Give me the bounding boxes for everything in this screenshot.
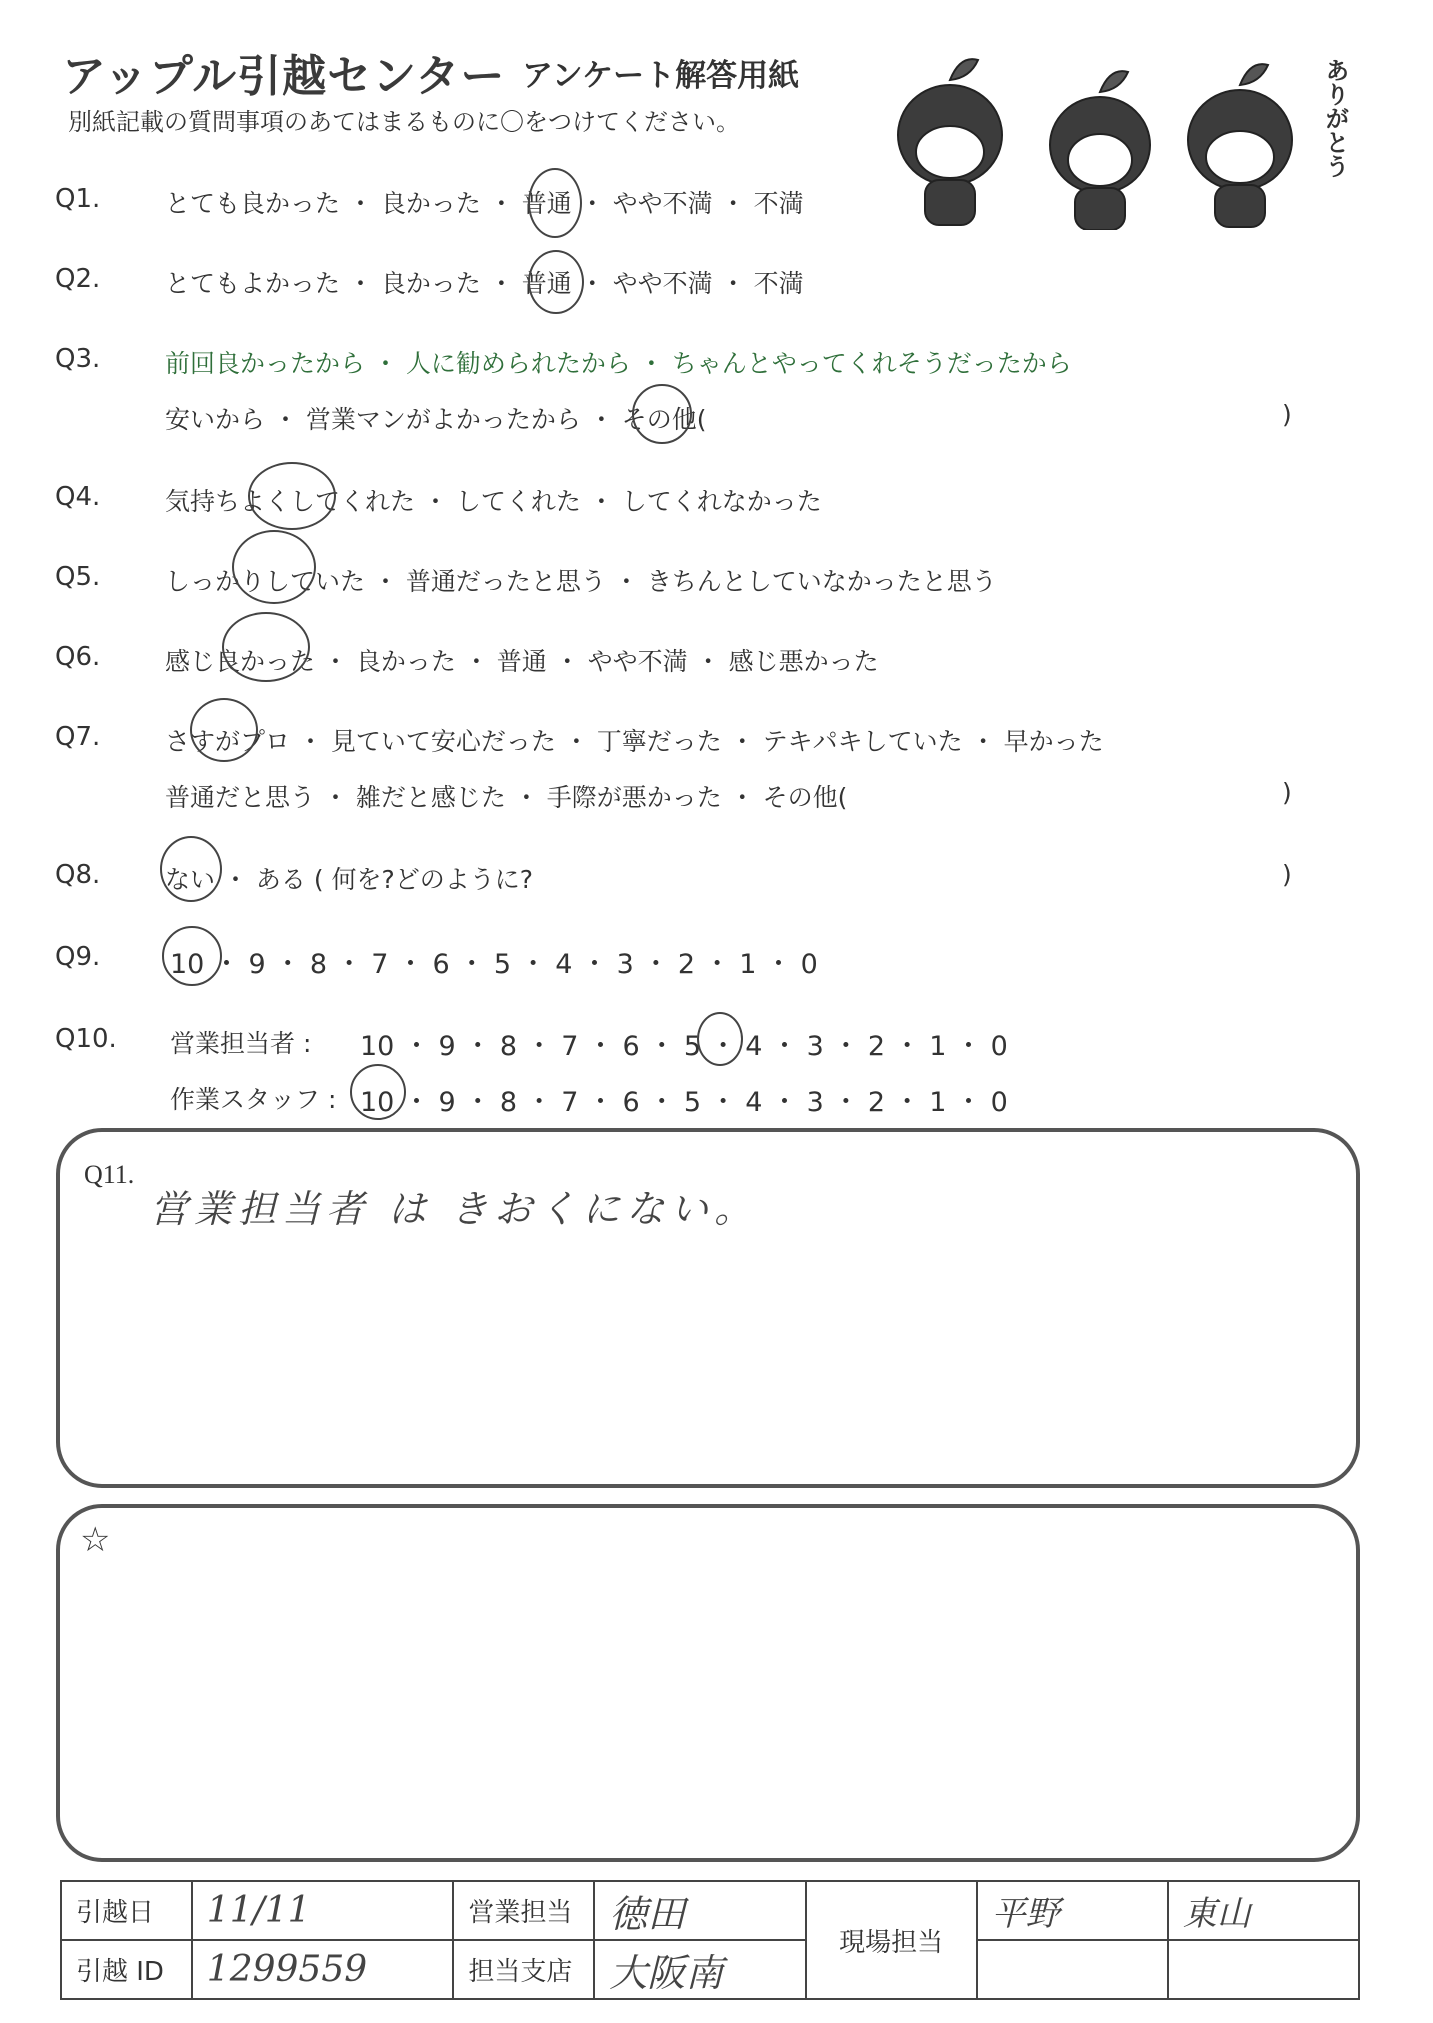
q11-handwritten-answer: 営業担当者 は きおくにない。 [150, 1187, 759, 1231]
site-rep-1-value: 平野 [991, 1894, 1060, 1934]
q2-answer-circle [528, 250, 584, 314]
mascot-caption: ありがとう [1321, 58, 1349, 178]
q7-label: Q7. [55, 722, 101, 752]
site-rep-2-value: 東山 [1182, 1894, 1251, 1934]
q3-options-line1[interactable]: 前回良かったから ・ 人に勧められたから ・ ちゃんとやってくれそうだったから [165, 349, 1072, 378]
q2-label: Q2. [55, 264, 101, 294]
move-id-label: 引越 ID [61, 1940, 192, 1999]
q10-label: Q10. [55, 1024, 117, 1054]
site-rep-2-cell-row2[interactable] [1168, 1940, 1359, 1999]
form-title: アップル引越センター [62, 51, 506, 102]
q7-answer-circle [190, 698, 258, 762]
q4-answer-circle [248, 462, 336, 530]
q10-staff-scale[interactable]: 10 ・ 9 ・ 8 ・ 7 ・ 6 ・ 5 ・ 4 ・ 3 ・ 2 ・ 1 ・ 0 [360, 1087, 1008, 1118]
q7-options-line2[interactable]: 普通だと思う ・ 雑だと感じた ・ 手際が悪かった ・ その他( [165, 783, 848, 812]
q6-label: Q6. [55, 642, 101, 672]
q1-label: Q1. [55, 184, 101, 214]
site-rep-label: 現場担当 [806, 1881, 977, 1999]
move-id-cell[interactable] [192, 1940, 454, 1999]
q10-sales-label: 営業担当者 : [170, 1029, 312, 1058]
sales-rep-value: 徳田 [609, 1892, 686, 1936]
q3-close-paren: ) [1282, 400, 1292, 429]
site-rep-1-cell[interactable] [977, 1881, 1168, 1940]
q2-options[interactable]: とてもよかった ・ 良かった ・ 普通 ・ やや不満 ・ 不満 [165, 269, 804, 298]
q1-answer-circle [528, 168, 582, 238]
star-comment-box[interactable] [56, 1504, 1360, 1862]
q3-options-line2[interactable]: 安いから ・ 営業マンがよかったから ・ その他( [165, 405, 707, 434]
site-rep-1-cell-row2[interactable] [977, 1940, 1168, 1999]
sales-rep-label: 営業担当 [453, 1881, 594, 1940]
branch-cell[interactable] [594, 1940, 805, 1999]
q4-label: Q4. [55, 482, 101, 512]
q10-sales-answer-circle [697, 1012, 743, 1066]
q10-sales-scale[interactable]: 10 ・ 9 ・ 8 ・ 7 ・ 6 ・ 5 ・ 4 ・ 3 ・ 2 ・ 1 ・ 0 [360, 1031, 1008, 1062]
move-id-value: 1299559 [206, 1949, 368, 1990]
q7-options-line1[interactable]: さすがプロ ・ 見ていて安心だった ・ 丁寧だった ・ テキパキしていた ・ 早かった [165, 727, 1104, 756]
q9-answer-circle [162, 926, 222, 986]
q8-label: Q8. [55, 860, 101, 890]
move-date-cell[interactable] [192, 1881, 454, 1940]
move-date-value: 11/11 [206, 1890, 311, 1931]
q6-answer-circle [222, 612, 310, 682]
q3-label: Q3. [55, 344, 101, 374]
q7-close-paren: ) [1282, 778, 1292, 807]
instruction-text: 別紙記載の質問事項のあてはまるものに〇をつけてください。 [68, 108, 740, 136]
sales-rep-cell[interactable] [594, 1881, 805, 1940]
move-info-table [60, 1880, 1360, 2000]
q8-close-paren: ) [1282, 860, 1292, 889]
q1-options[interactable]: とても良かった ・ 良かった ・ 普通 ・ やや不満 ・ 不満 [165, 189, 804, 218]
q9-label: Q9. [55, 942, 101, 972]
q10-staff-answer-circle [350, 1064, 406, 1120]
move-date-label: 引越日 [61, 1881, 192, 1940]
star-label: ☆ [80, 1522, 111, 1559]
branch-value: 大阪南 [609, 1951, 724, 1995]
branch-label: 担当支店 [453, 1940, 594, 1999]
q10-staff-label: 作業スタッフ : [170, 1085, 337, 1114]
q8-options[interactable]: ない ・ ある ( 何を?どのように? [165, 865, 534, 894]
q11-label: Q11. [84, 1160, 135, 1189]
q5-label: Q5. [55, 562, 101, 592]
q6-options[interactable]: 感じ良かった ・ 良かった ・ 普通 ・ やや不満 ・ 感じ悪かった [165, 647, 879, 676]
q5-answer-circle [232, 530, 316, 604]
q5-options[interactable]: しっかりしていた ・ 普通だったと思う ・ きちんとしていなかったと思う [165, 567, 997, 596]
form-subtitle: アンケート解答用紙 [522, 58, 800, 94]
q9-scale[interactable]: 10 ・ 9 ・ 8 ・ 7 ・ 6 ・ 5 ・ 4 ・ 3 ・ 2 ・ 1 ・ 0 [170, 949, 818, 980]
site-rep-2-cell[interactable] [1168, 1881, 1359, 1940]
mascot-illustration [890, 40, 1360, 230]
q4-options[interactable]: 気持ちよくしてくれた ・ してくれた ・ してくれなかった [165, 487, 822, 516]
q3-answer-circle [632, 384, 692, 444]
q8-answer-circle [160, 836, 222, 902]
